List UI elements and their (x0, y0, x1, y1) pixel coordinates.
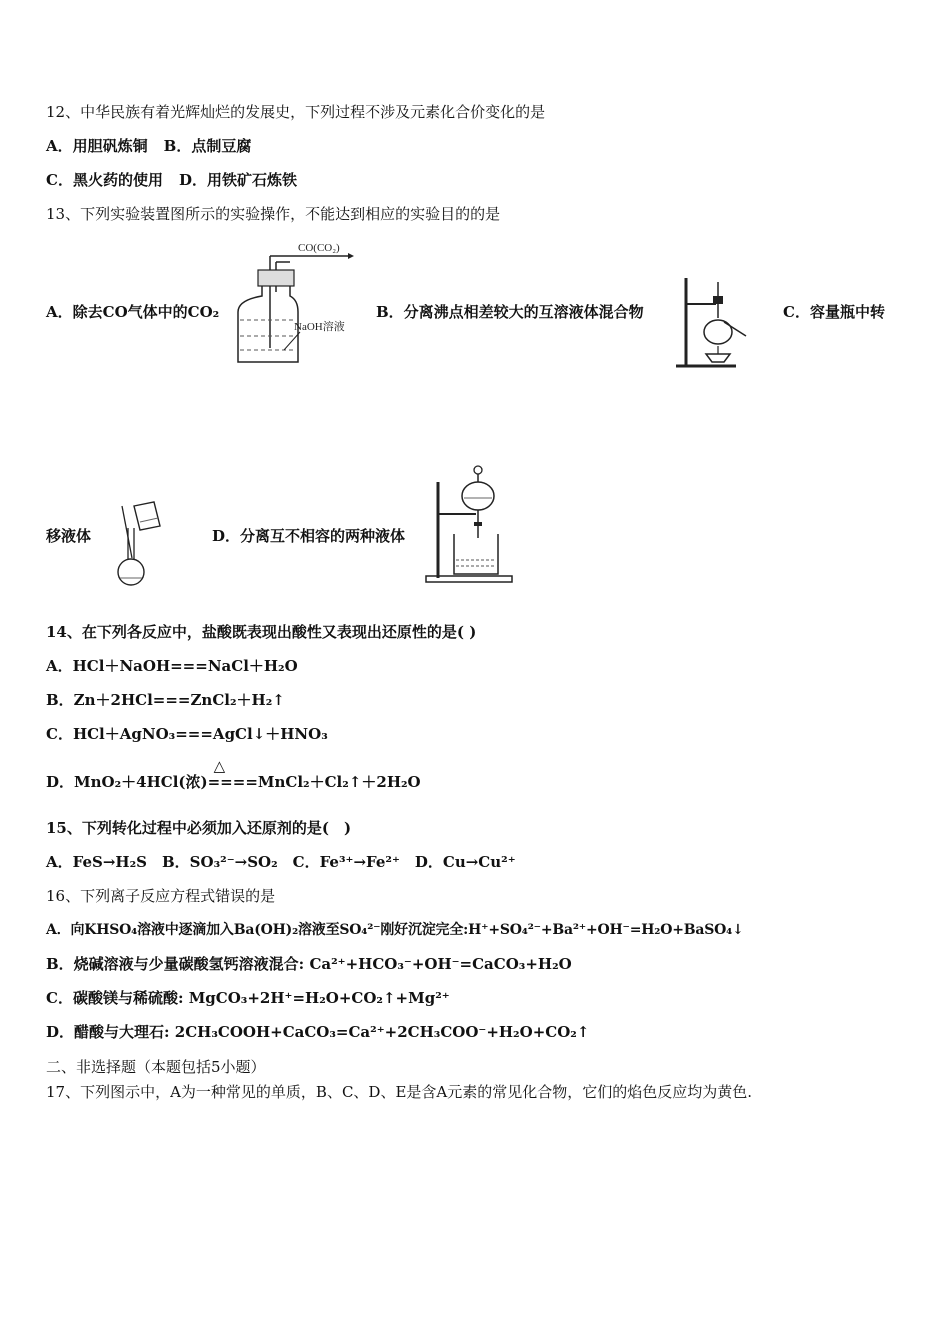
q16-option-b: B．烧碱溶液与少量碳酸氢钙溶液混合: Ca²⁺+HCO₃⁻+OH⁻=CaCO₃+H₂O (46, 955, 572, 973)
q17-stem: 17、下列图示中，A为一种常见的单质，B、C、D、E是含A元素的常见化合物，它们的焰色反应均为黄色. (46, 1083, 753, 1101)
q16-stem: 16、下列离子反应方程式错误的是 (46, 887, 276, 905)
q14-option-d (46, 757, 421, 792)
q14-stem: 14、在下列各反应中，盐酸既表现出酸性又表现出还原性的是( ) (46, 623, 477, 641)
gas-washing-bottle-figure (228, 238, 358, 370)
q12-stem: 12、中华民族有着光辉灿烂的发展史，下列过程不涉及元素化合价变化的是 (46, 103, 546, 121)
distillation-apparatus-figure (672, 274, 754, 370)
q14-option-d-products: MnCl₂＋Cl₂↑＋2H₂O (257, 773, 421, 791)
q13-option-d: D．分离互不相容的两种液体 (212, 527, 406, 545)
figure-label-gas: CO(CO₂) (298, 242, 340, 254)
q15-stem: 15、下列转化过程中必须加入还原剂的是( ) (46, 819, 352, 837)
q12-options-cd (46, 170, 297, 190)
q12-option-d: D．用铁矿石炼铁 (178, 171, 297, 189)
q16-option-a: A．向KHSO₄溶液中逐滴加入Ba(OH)₂溶液至SO₄²⁻刚好沉淀完全:H⁺+SO₄²⁻+Ba²⁺+OH⁻=H₂O+BaSO₄↓ (46, 922, 744, 938)
figure-label-solution: NaOH溶液 (294, 321, 345, 333)
volumetric-flask-figure (104, 498, 168, 590)
q12-option-b: B．点制豆腐 (163, 137, 252, 155)
q12-option-a: A．用胆矾炼铜 (46, 137, 148, 155)
heating-symbol: △ (213, 757, 226, 775)
q15-options: A．FeS→H₂S B．SO₃²⁻→SO₂ C．Fe³⁺→Fe²⁺ D．Cu→Cu²⁺ (46, 853, 516, 871)
q13-option-a: A．除去CO气体中的CO₂ (46, 303, 220, 321)
q14-option-d-reactants: D．MnO₂＋4HCl(浓) (46, 773, 208, 791)
q14-option-b: B．Zn＋2HCl===ZnCl₂＋H₂↑ (46, 691, 285, 709)
q13-option-b: B．分离沸点相差较大的互溶液体混合物 (376, 303, 644, 321)
separatory-funnel-figure (424, 462, 516, 586)
q14-option-a: A．HCl＋NaOH===NaCl＋H₂O (46, 657, 298, 675)
q13-option-c-continued: 移液体 (46, 527, 92, 545)
heating-arrow (207, 757, 258, 792)
q12-options-ab (46, 136, 251, 156)
q13-option-c: C．容量瓶中转 (783, 303, 885, 321)
q13-stem: 13、下列实验装置图所示的实验操作，不能达到相应的实验目的的是 (46, 205, 501, 223)
q16-option-d: D．醋酸与大理石: 2CH₃COOH+CaCO₃=Ca²⁺+2CH₃COO⁻+H₂O+CO₂↑ (46, 1023, 590, 1041)
equals-arrow: ==== (207, 773, 258, 791)
q16-option-c: C．碳酸镁与稀硫酸: MgCO₃+2H⁺=H₂O+CO₂↑+Mg²⁺ (46, 989, 450, 1007)
q14-option-c: C．HCl＋AgNO₃===AgCl↓＋HNO₃ (46, 725, 328, 743)
q12-option-c: C．黑火药的使用 (46, 171, 163, 189)
section-heading: 二、非选择题（本题包括5小题） (46, 1058, 266, 1076)
